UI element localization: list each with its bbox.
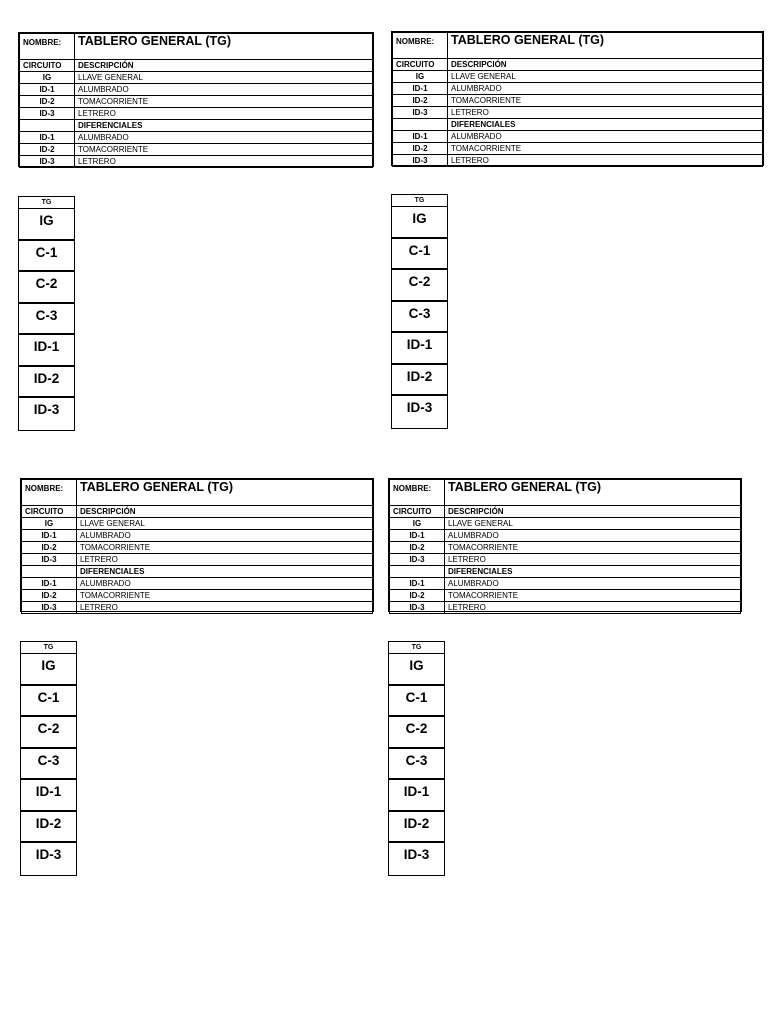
table-row <box>390 554 741 566</box>
differential-code: ID-3 <box>22 602 77 614</box>
circuit-directory-table <box>392 32 763 167</box>
table-row <box>393 71 763 83</box>
circuit-code: ID-3 <box>20 108 75 120</box>
table-row <box>22 542 373 554</box>
circuit-directory-card <box>391 31 764 166</box>
breaker-label: ID-1 <box>21 780 76 812</box>
circuit-description: TOMACORRIENTE <box>445 542 741 554</box>
breaker-label: C-2 <box>392 270 447 302</box>
panel-name: TABLERO GENERAL (TG) <box>448 33 763 59</box>
table-row <box>393 107 763 119</box>
table-row <box>20 144 373 156</box>
differential-description: TOMACORRIENTE <box>445 590 741 602</box>
circuit-directory-table <box>21 479 373 614</box>
differential-code: ID-1 <box>390 578 445 590</box>
circuit-description: LLAVE GENERAL <box>445 518 741 530</box>
description-column-header: DESCRIPCIÓN <box>77 506 373 518</box>
breaker-label: C-1 <box>389 686 444 718</box>
table-row <box>20 96 373 108</box>
differential-code: ID-2 <box>390 590 445 602</box>
circuit-directory-table <box>389 479 741 614</box>
circuit-description: ALUMBRADO <box>445 530 741 542</box>
circuit-code: ID-1 <box>393 83 448 95</box>
empty-cell <box>22 566 77 578</box>
differential-description: ALUMBRADO <box>448 131 763 143</box>
table-row <box>22 518 373 530</box>
circuit-code: IG <box>20 72 75 84</box>
breaker-label: ID-1 <box>19 335 74 367</box>
table-row <box>22 590 373 602</box>
breaker-label: C-1 <box>19 241 74 273</box>
circuit-code: IG <box>393 71 448 83</box>
circuit-code: ID-3 <box>22 554 77 566</box>
table-row <box>393 95 763 107</box>
breaker-label: C-2 <box>19 272 74 304</box>
differentials-header: DIFERENCIALES <box>445 566 741 578</box>
circuit-description: LLAVE GENERAL <box>77 518 373 530</box>
differential-code: ID-3 <box>390 602 445 614</box>
differential-description: ALUMBRADO <box>445 578 741 590</box>
table-row <box>22 554 373 566</box>
breaker-label: ID-3 <box>403 847 430 862</box>
table-row <box>22 602 373 614</box>
circuit-code: ID-1 <box>390 530 445 542</box>
differential-code: ID-1 <box>20 132 75 144</box>
breaker-label: IG <box>392 207 447 239</box>
differential-description: LETRERO <box>75 156 373 168</box>
differential-code: ID-1 <box>393 131 448 143</box>
circuit-description: LETRERO <box>448 107 763 119</box>
circuit-description: ALUMBRADO <box>77 530 373 542</box>
breaker-label: ID-3 <box>33 402 60 417</box>
breaker-label: IG <box>19 209 74 241</box>
strip-title: TG <box>19 197 74 209</box>
circuit-code: ID-2 <box>390 542 445 554</box>
breaker-label: C-3 <box>19 304 74 336</box>
circuit-directory-card <box>388 478 742 612</box>
breaker-label: C-2 <box>21 717 76 749</box>
circuit-code: ID-1 <box>22 530 77 542</box>
circuit-column-header: CIRCUITO <box>22 506 77 518</box>
circuit-column-header: CIRCUITO <box>390 506 445 518</box>
circuit-description: TOMACORRIENTE <box>75 96 373 108</box>
breaker-label: C-1 <box>21 686 76 718</box>
breaker-label: ID-2 <box>389 812 444 844</box>
description-column-header: DESCRIPCIÓN <box>75 60 373 72</box>
table-row <box>22 578 373 590</box>
panel-name: TABLERO GENERAL (TG) <box>75 34 373 60</box>
breaker-label: IG <box>389 654 444 686</box>
breaker-label: ID-2 <box>19 367 74 399</box>
differentials-header: DIFERENCIALES <box>448 119 763 131</box>
empty-cell <box>390 566 445 578</box>
table-row <box>20 132 373 144</box>
circuit-code: IG <box>390 518 445 530</box>
circuit-column-header: CIRCUITO <box>20 60 75 72</box>
differential-code: ID-1 <box>22 578 77 590</box>
circuit-directory-card <box>18 32 374 167</box>
breaker-label: C-3 <box>389 749 444 781</box>
circuit-description: TOMACORRIENTE <box>77 542 373 554</box>
table-row <box>393 155 763 167</box>
table-row <box>390 530 741 542</box>
circuit-code: ID-3 <box>390 554 445 566</box>
differential-description: TOMACORRIENTE <box>75 144 373 156</box>
breaker-label: C-2 <box>389 717 444 749</box>
breaker-label: IG <box>21 654 76 686</box>
table-row <box>393 131 763 143</box>
breaker-label: ID-3 <box>35 847 62 862</box>
breaker-label-strip <box>388 641 445 876</box>
table-row <box>390 590 741 602</box>
name-label: NOMBRE: <box>390 480 445 506</box>
differential-description: LETRERO <box>445 602 741 614</box>
breaker-label: ID-2 <box>21 812 76 844</box>
differentials-header: DIFERENCIALES <box>77 566 373 578</box>
table-row <box>393 83 763 95</box>
table-row <box>20 156 373 168</box>
description-column-header: DESCRIPCIÓN <box>448 59 763 71</box>
panel-name: TABLERO GENERAL (TG) <box>77 480 373 506</box>
breaker-label: C-1 <box>392 239 447 271</box>
breaker-label: C-3 <box>392 302 447 334</box>
strip-title: TG <box>389 642 444 654</box>
differential-description: ALUMBRADO <box>75 132 373 144</box>
differential-description: TOMACORRIENTE <box>77 590 373 602</box>
breaker-label: ID-3 <box>406 400 433 415</box>
circuit-description: ALUMBRADO <box>75 84 373 96</box>
differential-code: ID-2 <box>393 143 448 155</box>
circuit-column-header: CIRCUITO <box>393 59 448 71</box>
circuit-directory-card <box>20 478 374 612</box>
breaker-label-strip <box>18 196 75 431</box>
strip-title: TG <box>21 642 76 654</box>
differential-description: TOMACORRIENTE <box>448 143 763 155</box>
table-row <box>20 84 373 96</box>
table-row <box>390 518 741 530</box>
empty-cell <box>20 120 75 132</box>
circuit-description: LLAVE GENERAL <box>75 72 373 84</box>
breaker-label-strip <box>20 641 77 876</box>
empty-cell <box>393 119 448 131</box>
circuit-code: ID-2 <box>20 96 75 108</box>
circuit-directory-table <box>19 33 373 168</box>
breaker-label: C-3 <box>21 749 76 781</box>
table-row <box>390 578 741 590</box>
breaker-label: ID-1 <box>392 333 447 365</box>
circuit-description: ALUMBRADO <box>448 83 763 95</box>
circuit-code: IG <box>22 518 77 530</box>
name-label: NOMBRE: <box>20 34 75 60</box>
differential-code: ID-2 <box>22 590 77 602</box>
differential-description: LETRERO <box>448 155 763 167</box>
table-row <box>22 530 373 542</box>
table-row <box>20 72 373 84</box>
circuit-code: ID-3 <box>393 107 448 119</box>
circuit-code: ID-2 <box>393 95 448 107</box>
circuit-description: LETRERO <box>77 554 373 566</box>
circuit-code: ID-2 <box>22 542 77 554</box>
differential-description: ALUMBRADO <box>77 578 373 590</box>
circuit-description: LETRERO <box>445 554 741 566</box>
description-column-header: DESCRIPCIÓN <box>445 506 741 518</box>
differential-code: ID-2 <box>20 144 75 156</box>
strip-title: TG <box>392 195 447 207</box>
breaker-label: ID-1 <box>389 780 444 812</box>
circuit-description: LLAVE GENERAL <box>448 71 763 83</box>
table-row <box>390 542 741 554</box>
differential-code: ID-3 <box>393 155 448 167</box>
name-label: NOMBRE: <box>22 480 77 506</box>
differential-code: ID-3 <box>20 156 75 168</box>
table-row <box>20 108 373 120</box>
table-row <box>390 602 741 614</box>
breaker-label: ID-2 <box>392 365 447 397</box>
name-label: NOMBRE: <box>393 33 448 59</box>
circuit-description: LETRERO <box>75 108 373 120</box>
breaker-label-strip <box>391 194 448 429</box>
differentials-header: DIFERENCIALES <box>75 120 373 132</box>
differential-description: LETRERO <box>77 602 373 614</box>
circuit-code: ID-1 <box>20 84 75 96</box>
panel-name: TABLERO GENERAL (TG) <box>445 480 741 506</box>
table-row <box>393 143 763 155</box>
circuit-description: TOMACORRIENTE <box>448 95 763 107</box>
